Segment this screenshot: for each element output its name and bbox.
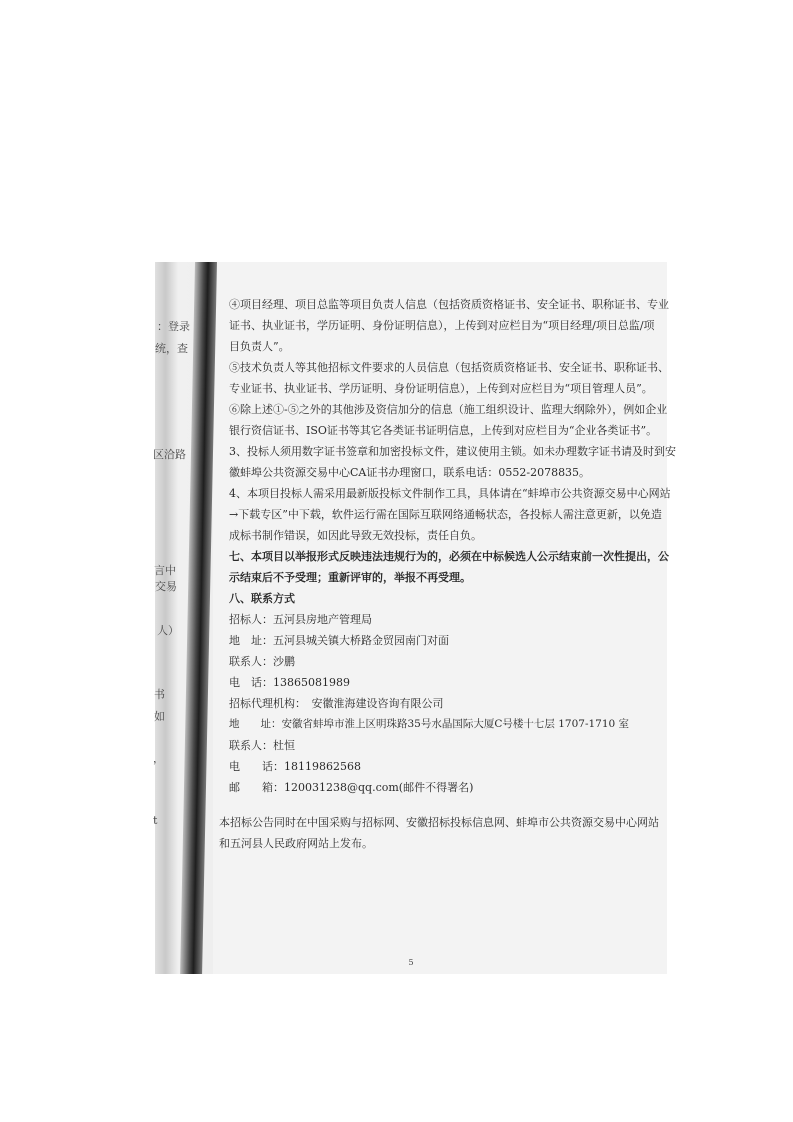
contact-line: 电 话：18119862568 <box>229 760 361 773</box>
edge-fragment: 交易 <box>155 580 177 593</box>
section-7-line: 示结束后不予受理；重新评审的，举报不再受理。 <box>229 571 471 584</box>
body-line: ⑤技术负责人等其他招标文件要求的人员信息（包括资质资格证书、安全证书、职称证书、 <box>229 361 669 374</box>
contact-line: 招标代理机构： 安徽淮海建设咨询有限公司 <box>229 697 444 710</box>
contact-line: 联系人：杜恒 <box>229 739 295 752</box>
body-line: 证书、执业证书，学历证明、身份证明信息），上传到对应栏目为“项目经理/项目总监/项 <box>229 319 655 332</box>
edge-fragment: 如 <box>154 710 165 723</box>
section-7-line: 七、本项目以举报形式反映违法违规行为的，必须在中标候选人公示结束前一次性提出，公 <box>229 550 669 563</box>
edge-fragment: ， <box>153 752 164 765</box>
body-line: 银行资信证书、ISO证书等其它各类证书证明信息，上传到对应栏目为“企业各类证书”。 <box>229 424 658 437</box>
body-line: 4、本项目投标人需采用最新版投标文件制作工具，具体请在“蚌埠市公共资源交易中心网站 <box>229 487 671 500</box>
body-line: →下载专区”中下载，软件运行需在国际互联网络通畅状态，各投标人需注意更新，以免造 <box>229 508 662 521</box>
section-8-title: 八、联系方式 <box>229 592 295 605</box>
body-line: ⑥除上述①-⑤之外的其他涉及资信加分的信息（施工组织设计、监理大纲除外），例如企业 <box>229 403 668 416</box>
contact-line: 联系人：沙鹏 <box>229 655 295 668</box>
edge-fragment: 书 <box>154 688 165 701</box>
publication-notice <box>219 812 659 854</box>
body-line: ④项目经理、项目总监等项目负责人信息（包括资质资格证书、安全证书、职称证书、专业 <box>229 298 669 311</box>
edge-fragment: 统，查 <box>155 342 188 355</box>
edge-fragment: 人） <box>157 624 179 637</box>
body-line: 专业证书、执业证书、学历证明、身份证明信息），上传到对应栏目为“项目管理人员”。 <box>229 382 653 395</box>
scanned-page <box>153 262 676 974</box>
contact-line: 地 址：安徽省蚌埠市淮上区明珠路35号水晶国际大厦C号楼十七层 1707-1710 室 <box>229 718 630 730</box>
contact-line: 邮 箱：120031238@qq.com(邮件不得署名) <box>229 781 474 794</box>
body-line: 目负责人”。 <box>229 340 290 353</box>
contact-line: 电 话：13865081989 <box>229 676 350 689</box>
edge-fragment: 区洽路 <box>153 448 186 461</box>
edge-fragment: 言中 <box>154 564 176 577</box>
body-line: 成标书制作错误，如因此导致无效投标，责任自负。 <box>229 529 482 542</box>
page-number: 5 <box>408 958 414 967</box>
document-body <box>219 294 676 854</box>
edge-fragment: t <box>153 814 158 827</box>
body-line: 徽蚌埠公共资源交易中心CA证书办理窗口，联系电话：0552-2078835。 <box>229 466 591 479</box>
body-line: 3、投标人须用数字证书签章和加密投标文件，建议使用主锁。如未办理数字证书请及时到安 <box>229 445 676 458</box>
contact-line: 招标人：五河县房地产管理局 <box>229 613 372 626</box>
contact-line: 地 址：五河县城关镇大桥路金贸园南门对面 <box>229 634 449 647</box>
notice-line: 和五河县人民政府网站上发布。 <box>219 837 373 850</box>
notice-line: 本招标公告同时在中国采购与招标网、安徽招标投标信息网、蚌埠市公共资源交易中心网站 <box>219 816 659 829</box>
edge-fragment: ：登录 <box>157 320 190 333</box>
